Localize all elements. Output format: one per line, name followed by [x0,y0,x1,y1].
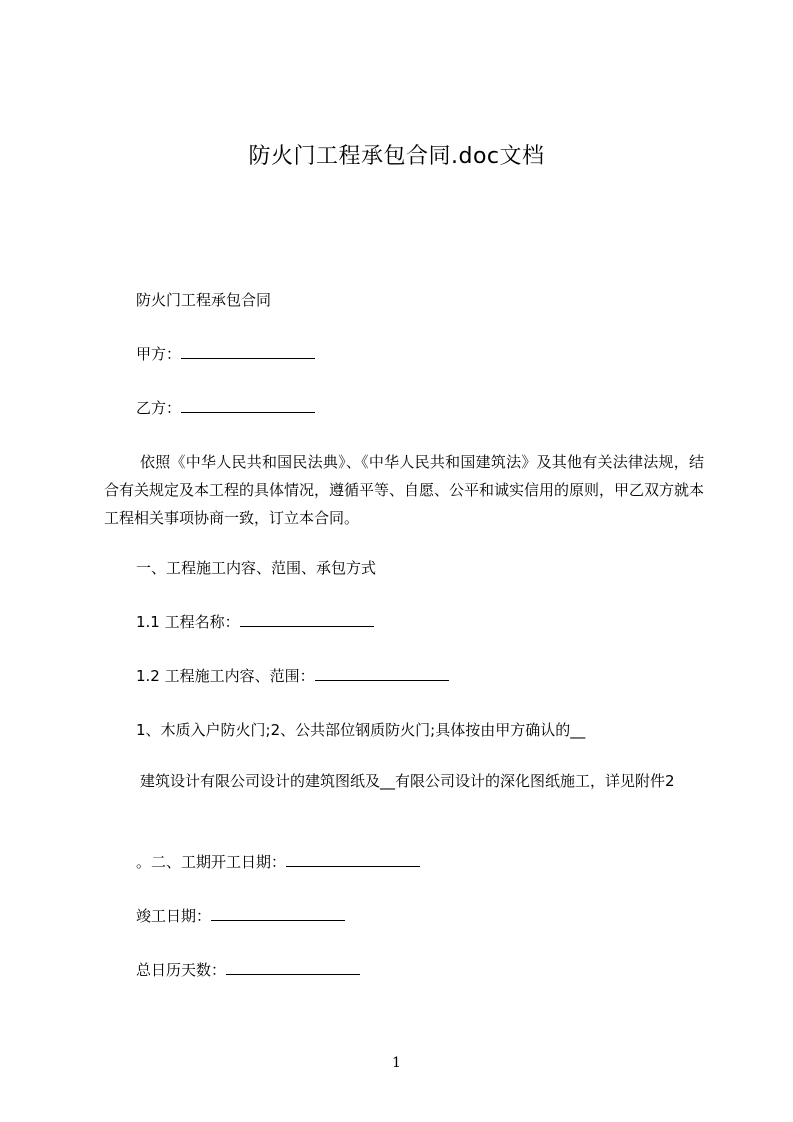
completion-date-blank [211,906,345,921]
start-date-blank [286,852,420,867]
party-b-blank [181,398,315,413]
preamble-paragraph: 依照《中华人民共和国民法典》、《中华人民共和国建筑法》及其他有关法律法规，结合有关规定及本工程的具体情况，遵循平等、自愿、公平和诚实信用的原则，甲乙双方就本工程相关事项协商一致，订立本合同。 [104,453,705,527]
party-b-line [136,398,315,418]
item-1-2-line [136,666,449,686]
contract-name-text: 防火门工程承包合同 [136,291,272,309]
scope-line: 1、木质入户防火门;2、公共部位钢质防火门;具体按由甲方确认的__ [136,721,586,739]
contract-name [136,290,271,310]
party-a-blank [181,344,315,359]
project-name-blank [240,612,374,627]
document-title: 防火门工程承包合同.doc文档 [248,144,545,169]
total-days-line [136,960,360,980]
total-days-blank [226,960,360,975]
design-line: 建筑设计有限公司设计的建筑图纸及__有限公司设计的深化图纸施工，详见附件2 [140,772,675,790]
party-a-line [136,344,315,364]
page-number: 1 [392,1055,401,1071]
completion-date-line [136,906,345,926]
party-a-label: 甲方： [136,345,182,363]
item-1-2-label: 1.2 工程施工内容、范围： [136,667,315,685]
item-1-1-label: 1.1 工程名称： [136,613,240,631]
total-days-label: 总日历天数： [136,961,227,979]
section-2-line [136,852,420,872]
section-2-heading: 。二、工期开工日期： [136,853,287,871]
completion-date-label: 竣工日期： [136,907,212,925]
section-1-heading: 一、工程施工内容、范围、承包方式 [136,559,377,577]
party-b-label: 乙方： [136,399,182,417]
scope-blank [315,666,449,681]
item-1-1-line [136,612,374,632]
